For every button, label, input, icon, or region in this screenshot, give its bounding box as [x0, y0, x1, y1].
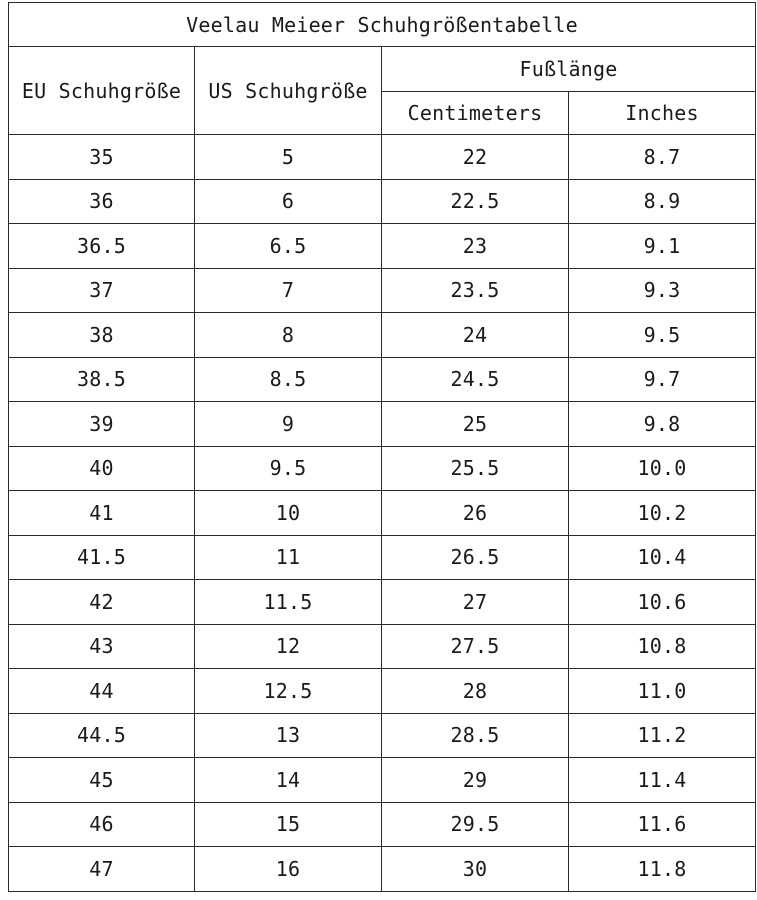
cell-us: 16 [195, 847, 382, 892]
cell-eu: 38.5 [9, 357, 195, 402]
cell-us: 8 [195, 313, 382, 358]
cell-cm: 23.5 [382, 268, 569, 313]
cell-cm: 24.5 [382, 357, 569, 402]
title-row [9, 3, 756, 47]
cell-eu: 37 [9, 268, 195, 313]
header-us-size: US Schuhgröße [195, 47, 382, 135]
header-row-top [9, 47, 756, 92]
cell-us: 9 [195, 402, 382, 447]
cell-us: 6 [195, 179, 382, 224]
table-row [9, 313, 756, 358]
cell-us: 11 [195, 535, 382, 580]
table-row [9, 535, 756, 580]
header-inches: Inches [569, 92, 756, 135]
cell-us: 8.5 [195, 357, 382, 402]
cell-us: 10 [195, 491, 382, 536]
cell-cm: 27 [382, 580, 569, 625]
cell-eu: 36.5 [9, 224, 195, 269]
cell-cm: 29.5 [382, 802, 569, 847]
table-row [9, 580, 756, 625]
cell-cm: 22.5 [382, 179, 569, 224]
cell-cm: 27.5 [382, 624, 569, 669]
cell-cm: 24 [382, 313, 569, 358]
cell-inches: 10.6 [569, 580, 756, 625]
cell-inches: 9.8 [569, 402, 756, 447]
cell-eu: 36 [9, 179, 195, 224]
header-eu-size: EU Schuhgröße [9, 47, 195, 135]
cell-inches: 11.6 [569, 802, 756, 847]
cell-us: 14 [195, 758, 382, 803]
table-row [9, 847, 756, 892]
table-row [9, 669, 756, 714]
cell-us: 12.5 [195, 669, 382, 714]
table-row [9, 179, 756, 224]
table-row [9, 624, 756, 669]
cell-cm: 26.5 [382, 535, 569, 580]
cell-inches: 9.1 [569, 224, 756, 269]
cell-us: 11.5 [195, 580, 382, 625]
cell-inches: 10.0 [569, 446, 756, 491]
cell-eu: 46 [9, 802, 195, 847]
cell-cm: 28 [382, 669, 569, 714]
cell-inches: 8.9 [569, 179, 756, 224]
shoe-size-table [8, 2, 756, 892]
cell-cm: 22 [382, 135, 569, 180]
cell-eu: 39 [9, 402, 195, 447]
cell-us: 13 [195, 713, 382, 758]
table-row [9, 491, 756, 536]
cell-cm: 25.5 [382, 446, 569, 491]
cell-eu: 45 [9, 758, 195, 803]
table-row [9, 135, 756, 180]
table-title: Veelau Meieer Schuhgrößentabelle [9, 3, 756, 47]
cell-cm: 28.5 [382, 713, 569, 758]
table-row [9, 357, 756, 402]
table-row [9, 402, 756, 447]
cell-eu: 41 [9, 491, 195, 536]
cell-eu: 38 [9, 313, 195, 358]
table-row [9, 268, 756, 313]
cell-cm: 29 [382, 758, 569, 803]
cell-us: 7 [195, 268, 382, 313]
cell-eu: 41.5 [9, 535, 195, 580]
cell-inches: 9.5 [569, 313, 756, 358]
cell-inches: 11.8 [569, 847, 756, 892]
cell-inches: 10.2 [569, 491, 756, 536]
header-foot-length: Fußlänge [382, 47, 756, 92]
cell-cm: 26 [382, 491, 569, 536]
cell-eu: 42 [9, 580, 195, 625]
cell-eu: 44 [9, 669, 195, 714]
table-row [9, 758, 756, 803]
table-row [9, 713, 756, 758]
cell-eu: 43 [9, 624, 195, 669]
cell-eu: 35 [9, 135, 195, 180]
cell-us: 6.5 [195, 224, 382, 269]
table-row [9, 224, 756, 269]
cell-cm: 25 [382, 402, 569, 447]
cell-inches: 10.4 [569, 535, 756, 580]
cell-eu: 47 [9, 847, 195, 892]
cell-inches: 8.7 [569, 135, 756, 180]
cell-inches: 11.4 [569, 758, 756, 803]
cell-cm: 30 [382, 847, 569, 892]
table-row [9, 446, 756, 491]
cell-us: 5 [195, 135, 382, 180]
cell-eu: 44.5 [9, 713, 195, 758]
cell-us: 15 [195, 802, 382, 847]
cell-eu: 40 [9, 446, 195, 491]
table-row [9, 802, 756, 847]
cell-inches: 11.0 [569, 669, 756, 714]
cell-inches: 11.2 [569, 713, 756, 758]
cell-us: 9.5 [195, 446, 382, 491]
table-body [9, 135, 756, 892]
cell-us: 12 [195, 624, 382, 669]
cell-inches: 10.8 [569, 624, 756, 669]
cell-cm: 23 [382, 224, 569, 269]
cell-inches: 9.7 [569, 357, 756, 402]
cell-inches: 9.3 [569, 268, 756, 313]
header-centimeters: Centimeters [382, 92, 569, 135]
